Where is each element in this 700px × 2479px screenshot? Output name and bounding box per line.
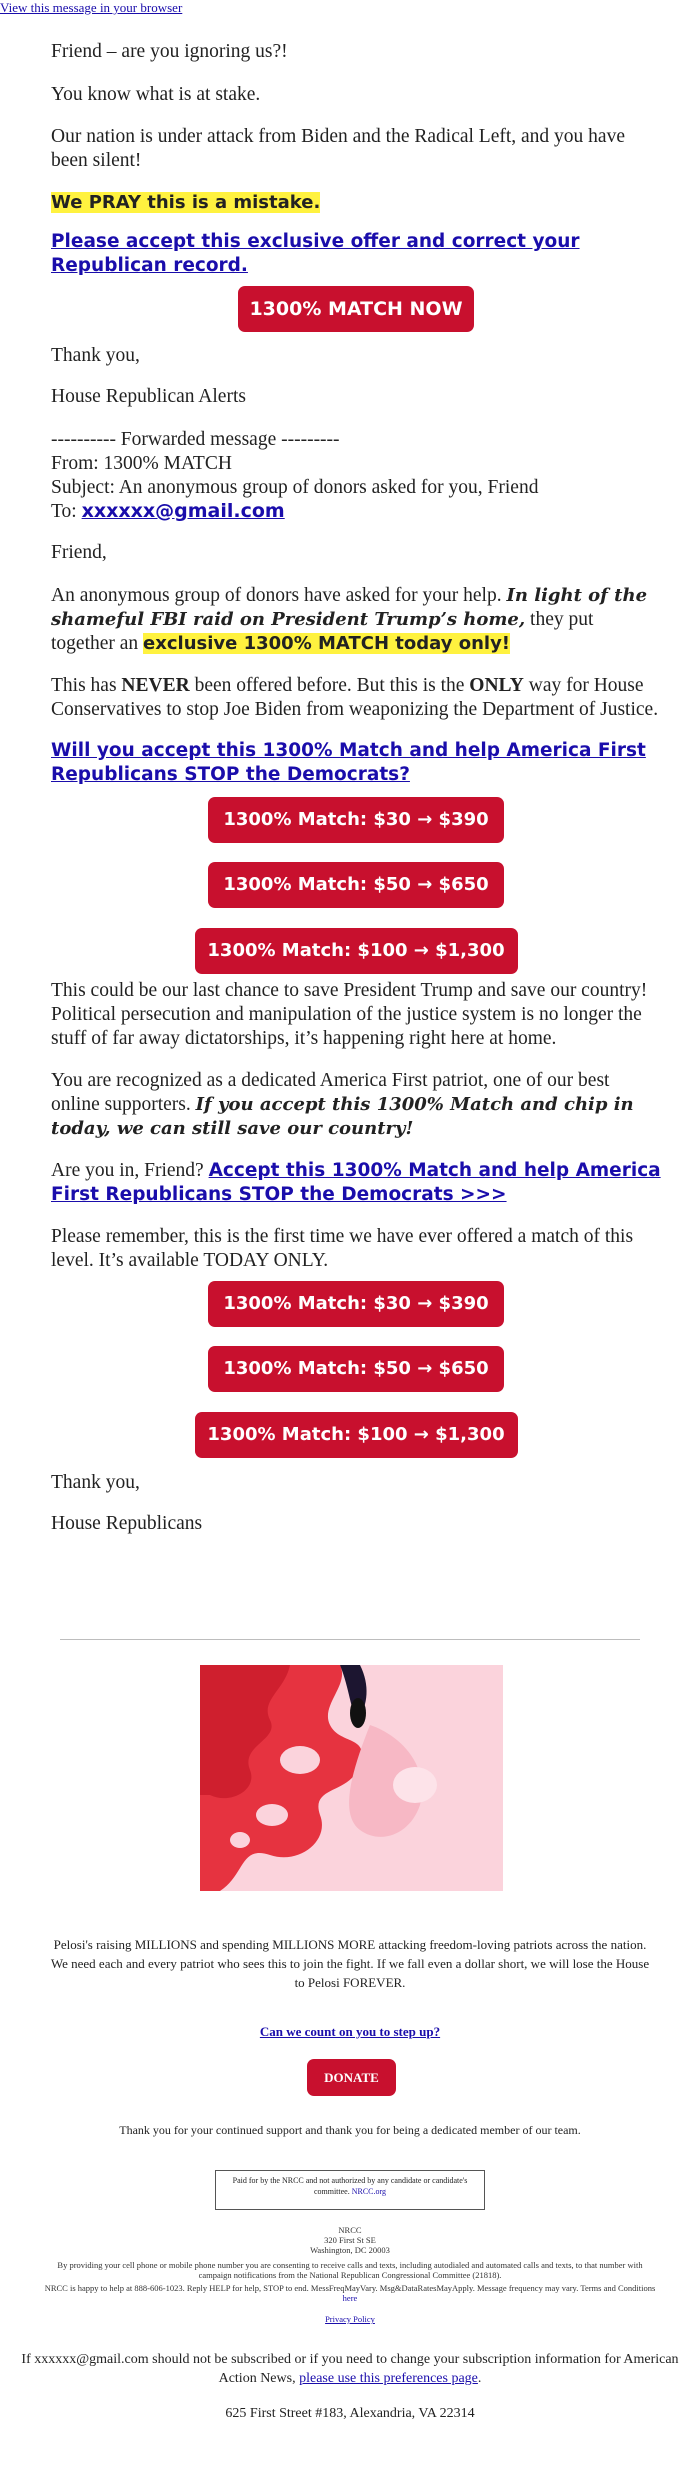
nrcc-address: NRCC 320 First St SE Washington, DC 20003 <box>310 2225 390 2255</box>
email-body <box>51 40 661 1536</box>
nrcc-link[interactable]: NRCC.org <box>351 2187 387 2196</box>
signature-republicans: House Republicans <box>51 1513 203 1534</box>
paid-for-box: Paid for by the NRCC and not authorized by any candidate or candidate's committee. NRCC.org <box>215 2170 485 2210</box>
forward-header: ---------- Forwarded message --------- <box>51 429 340 450</box>
last-chance-paragraph: This could be our last chance to save President Trump and save our country! Political persecution and manipulation of the justice system is no longer the stuff of far away dictatorships, it’s happening right here at home. <box>51 980 648 1049</box>
match-50-button[interactable]: 1300% Match: $50 → $650 <box>208 862 504 908</box>
match-100-button[interactable]: 1300% Match: $100 → $1,300 <box>195 928 518 974</box>
thank-you-text: Thank you, <box>51 345 140 366</box>
to-email-link[interactable]: xxxxxx@gmail.com <box>81 500 285 522</box>
section-divider <box>60 1639 640 1640</box>
count-on-you-link[interactable]: Can we count on you to step up? <box>259 2024 441 2039</box>
hero-image <box>200 1665 503 1891</box>
forward-to: To: xxxxxx@gmail.com <box>51 500 285 522</box>
match-100-button-2[interactable]: 1300% Match: $100 → $1,300 <box>195 1412 518 1458</box>
greeting: Friend – are you ignoring us?! <box>51 41 288 62</box>
match-now-button[interactable]: 1300% MATCH NOW <box>238 286 474 332</box>
stake-paragraph: You know what is at stake. <box>51 84 261 105</box>
remember-paragraph: Please remember, this is the first time we have ever offered a match of this level. It’s available TODAY ONLY. <box>51 1226 634 1271</box>
exclusive-offer-link[interactable]: Please accept this exclusive offer and correct your Republican record. <box>51 231 580 276</box>
attack-paragraph: Our nation is under attack from Biden and the Radical Left, and you have been silent! <box>51 126 625 171</box>
preferences-page-link[interactable]: please use this preferences page <box>299 2371 478 2386</box>
accept-match-link[interactable]: Will you accept this 1300% Match and help America First Republicans STOP the Democrats? <box>51 740 646 785</box>
forward-from: From: 1300% MATCH <box>51 453 232 474</box>
donors-paragraph: An anonymous group of donors have asked for your help. In light of the shameful FBI raid on President Trump’s home, they put together an exclusive 1300% MATCH today only! <box>51 585 648 654</box>
help-text: NRCC is happy to help at 888-606-1023. Reply HELP for help, STOP to end. MessFreqMayVary. Msg&DataRatesMayApply. Message frequency may vary. Terms and Conditions here <box>44 2283 656 2303</box>
terms-link[interactable]: here <box>342 2293 358 2303</box>
thanks-support-text: Thank you for your continued support and thank you for being a dedicated member of our team. <box>119 2123 581 2137</box>
street-address: 625 First Street #183, Alexandria, VA 22314 <box>225 2406 475 2421</box>
unsubscribe-text: If xxxxxx@gmail.com should not be subscribed or if you need to change your subscription information for American Action News, please use this preferences page. <box>21 2352 679 2386</box>
recognized-paragraph: You are recognized as a dedicated America First patriot, one of our best online supporters. If you accept this 1300% Match and chip in today, we can still save our country! <box>51 1070 634 1139</box>
forward-subject: Subject: An anonymous group of donors asked for you, Friend <box>51 477 539 498</box>
match-50-button-2[interactable]: 1300% Match: $50 → $650 <box>208 1346 504 1392</box>
signature-alerts: House Republican Alerts <box>51 386 246 407</box>
privacy-policy-link[interactable]: Privacy Policy <box>325 2314 375 2324</box>
accept-match-link-2[interactable]: Accept this 1300% Match and help America First Republicans STOP the Democrats >>> <box>51 1160 661 1205</box>
view-in-browser-link[interactable]: View this message in your browser <box>0 0 183 15</box>
abstract-paint-graphic <box>200 1665 503 1891</box>
match-30-button-2[interactable]: 1300% Match: $30 → $390 <box>208 1281 504 1327</box>
match-30-button[interactable]: 1300% Match: $30 → $390 <box>208 797 504 843</box>
pelosi-paragraph: Pelosi's raising MILLIONS and spending MILLIONS MORE attacking freedom-loving patriots across the nation. We need each and every patriot who sees this to join the fight. If we fall even a dollar short, we will lose the House to Pelosi FOREVER. <box>50 1937 650 1990</box>
count-on-you-line <box>50 2022 650 2041</box>
consent-text: By providing your cell phone or mobile phone number you are consenting to receive calls and texts, including autodialed and automated calls and texts, to that number with campaign notifications from the National Republican Congressional Committee (21818). <box>57 2260 643 2280</box>
pray-highlight: We PRAY this is a mistake. <box>51 192 321 213</box>
never-offered-paragraph: This has NEVER been offered before. But this is the ONLY way for House Conservatives to stop Joe Biden from weaponizing the Department of Justice. <box>51 675 659 720</box>
privacy-line <box>40 2314 660 2324</box>
are-you-in-paragraph: Are you in, Friend? Accept this 1300% Match and help America First Republicans STOP the Democrats >>> <box>51 1160 661 1205</box>
donate-button[interactable]: DONATE <box>307 2059 396 2096</box>
thank-you-text-2: Thank you, <box>51 1472 140 1493</box>
greeting-friend: Friend, <box>51 542 107 563</box>
